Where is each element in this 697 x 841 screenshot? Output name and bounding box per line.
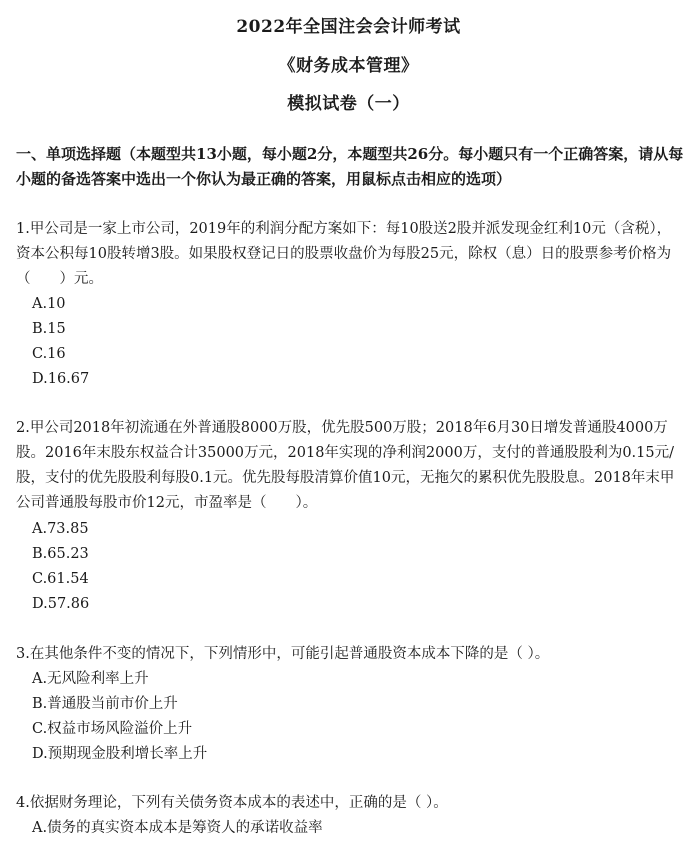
question-2-option-b[interactable]: B.65.23: [32, 546, 89, 562]
question-1-option-d[interactable]: D.16.67: [32, 371, 90, 387]
question-3-text: 3.在其他条件不变的情况下，下列情形中，可能引起普通股资本成本下降的是（ ）。: [16, 646, 550, 662]
question-2-option-a[interactable]: A.73.85: [32, 521, 89, 537]
exam-title: 2022年全国注会会计师考试: [236, 17, 461, 37]
question-1-option-a[interactable]: A.10: [32, 296, 66, 312]
question-1-option-b[interactable]: B.15: [32, 321, 66, 337]
question-3-option-b[interactable]: B.普通股当前市价上升: [32, 696, 178, 712]
question-1-option-c[interactable]: C.16: [32, 346, 66, 362]
question-3-option-a[interactable]: A.无风险利率上升: [32, 671, 149, 687]
question-3-option-c[interactable]: C.权益市场风险溢价上升: [32, 721, 193, 737]
paper-title: 模拟试卷（一）: [287, 94, 410, 114]
question-2-text: 2.甲公司2018年初流通在外普通股8000万股，优先股500万股；2018年6月30日增发普通股4000万股。2016年末股东权益合计35000万元，2018年实现的净利润2000万，支付的普通股股利为0.15元/股，支付的优先股股利每股0.1元。优先股每股清算价值10元，无拖欠的累积优先股股息。2018年末甲公司普通股每股市价12元，市盈率是（ ）。: [16, 420, 675, 511]
question-3-option-d[interactable]: D.预期现金股利增长率上升: [32, 746, 208, 762]
question-2-option-d[interactable]: D.57.86: [32, 596, 90, 612]
subject-title: 《财务成本管理》: [278, 56, 419, 76]
question-4-text: 4.依据财务理论，下列有关债务资本成本的表述中，正确的是（ ）。: [16, 795, 448, 811]
section-instructions: 一、单项选择题（本题型共13小题，每小题2分，本题型共26分。每小题只有一个正确答案，请从每小题的备选答案中选出一个你认为最正确的答案，用鼠标点击相应的选项）: [16, 145, 684, 188]
question-2-option-c[interactable]: C.61.54: [32, 571, 89, 587]
question-4-option-a[interactable]: A.债务的真实资本成本是筹资人的承诺收益率: [32, 820, 323, 836]
question-1-text: 1.甲公司是一家上市公司，2019年的利润分配方案如下：每10股送2股并派发现金红利10元（含税），资本公积每10股转增3股。如果股权登记日的股票收盘价为每股25元，除权（息）日的股票参考价格为（ ）元。: [16, 221, 672, 287]
